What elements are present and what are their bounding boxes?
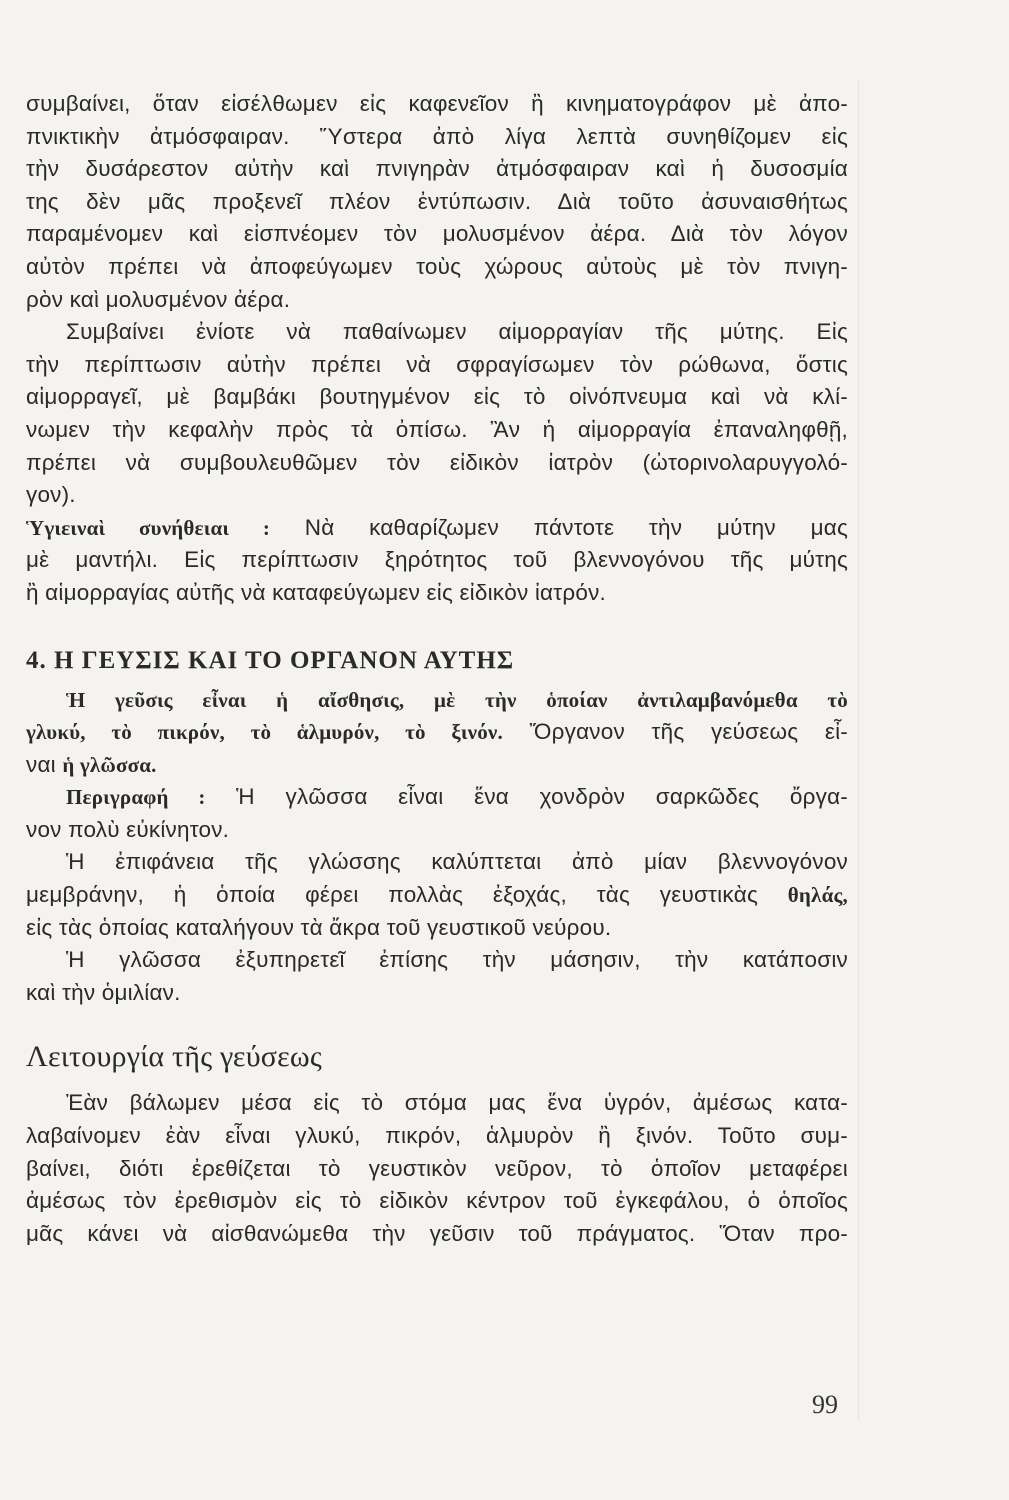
text-line: αὐτὸν πρέπει νὰ ἀποφεύγωμεν τοὺς χώρους αὐτοὺς μὲ τὸν πνιγη-: [26, 253, 848, 279]
text-line: αἱμορραγεῖ, μὲ βαμβάκι βουτηγμένον εἰς τὸ οἰνόπνευμα καὶ νὰ κλί-: [26, 384, 848, 410]
text-line: γον).: [26, 482, 76, 508]
page-gutter-shadow: [858, 80, 859, 1420]
definition-text: Ὄργανον τῆς γεύσεως εἶ-: [529, 719, 848, 745]
surface-text: μεμβράνην, ἡ ὁποία φέρει πολλὰς ἐξοχάς, τὰς γευστικὰς: [26, 882, 759, 908]
text-line: πνικτικὴν ἀτμόσφαιραν. Ὕστερα ἀπὸ λίγα λεπτὰ συνηθίζομεν εἰς: [26, 123, 848, 149]
subheading-function: Λειτουργία τῆς γεύσεως: [26, 1040, 322, 1074]
text-line: Ἡ γλῶσσα ἐξυπηρετεῖ ἐπίσης τὴν μάσησιν, τὴν κατάποσιν: [66, 947, 848, 973]
text-line: Ἡ ἐπιφάνεια τῆς γλώσσης καλύπτεται ἀπὸ μίαν βλεννογόνον: [66, 849, 848, 875]
text-line: βαίνει, διότι ἐρεθίζεται τὸ γευστικὸν νεῦρον, τὸ ὁποῖον μεταφέρει: [26, 1155, 848, 1181]
text-line: ἢ αἱμορραγίας αὐτῆς νὰ καταφεύγωμεν εἰς εἰδικὸν ἰατρόν.: [26, 579, 606, 605]
definition-bold: ἡ γλῶσσα.: [62, 752, 157, 777]
text-line: ἀμέσως τὸν ἐρεθισμὸν εἰς τὸ εἰδικὸν κέντρον τοῦ ἐγκεφάλου, ὁ ὁποῖος: [26, 1188, 848, 1214]
text-line: Συμβαίνει ἐνίοτε νὰ παθαίνωμεν αἱμορραγίαν τῆς μύτης. Εἰς: [66, 319, 848, 345]
definition-line: [26, 716, 848, 749]
habits-first-text: Νὰ καθαρίζωμεν πάντοτε τὴν μύτην μας: [304, 514, 849, 540]
text-line: νωμεν τὴν κεφαλὴν πρὸς τὰ ὀπίσω. Ἂν ἡ αἱμορραγία ἐπαναληφθῇ,: [26, 416, 848, 442]
text-line: καὶ τὴν ὁμιλίαν.: [26, 979, 181, 1005]
definition-line: [26, 684, 848, 717]
papillae-term: θηλάς,: [787, 883, 848, 908]
page-body: [26, 88, 848, 1250]
text-line: εἰς τὰς ὁποίας καταλήγουν τὰ ἄκρα τοῦ γευστικοῦ νεύρου.: [26, 914, 612, 940]
definition-bold: Ἡ γεῦσις εἶναι ἡ αἴσθησις, μὲ τὴν ὁποίαν ἀντιλαμβανόμεθα τὸ: [66, 687, 848, 712]
description-text: Ἡ γλῶσσα εἶναι ἕνα χονδρὸν σαρκῶδες ὄργα-: [236, 784, 848, 810]
text-line: λαβαίνομεν ἐὰν εἶναι γλυκύ, πικρόν, ἁλμυρὸν ἢ ξινόν. Τοῦτο συμ-: [26, 1123, 848, 1149]
text-line: συμβαίνει, ὅταν εἰσέλθωμεν εἰς καφενεῖον ἢ κινηματογράφον μὲ ἀπο-: [26, 91, 848, 116]
text-line: παραμένομεν καὶ εἰσπνέομεν τὸν μολυσμένον ἀέρα. Διὰ τὸν λόγον: [26, 221, 848, 247]
habits-label: Ὑγιειναὶ συνήθειαι :: [26, 515, 271, 540]
text-line: ρὸν καὶ μολυσμένον ἀέρα.: [26, 286, 291, 312]
section-title: 4. Η ΓΕΥΣΙΣ ΚΑΙ ΤΟ ΟΡΓΑΝΟΝ ΑΥΤΗΣ: [26, 646, 515, 674]
text-line: πρέπει νὰ συμβουλευθῶμεν τὸν εἰδικὸν ἰατρὸν (ὠτορινολαρυγγολό-: [26, 449, 848, 475]
definition-bold: γλυκύ, τὸ πικρόν, τὸ ἁλμυρόν, τὸ ξινόν.: [26, 720, 503, 745]
text-line: τὴν περίπτωσιν αὐτὴν πρέπει νὰ σφραγίσωμεν τὸν ρώθωνα, ὅστις: [26, 351, 848, 377]
habits-line: [26, 512, 848, 545]
text-line: νον πολὺ εὐκίνητον.: [26, 816, 230, 842]
text-line: τὴν δυσάρεστον αὐτὴν καὶ πνιγηρὰν ἀτμόσφαιραν καὶ ἡ δυσοσμία: [26, 156, 848, 182]
definition-line: [26, 749, 848, 782]
page-number: 99: [812, 1390, 838, 1419]
description-line: [26, 781, 848, 814]
surface-line: [26, 879, 848, 912]
text-line: μὲ μαντήλι. Εἰς περίπτωσιν ξηρότητος τοῦ βλεννογόνου τῆς μύτης: [26, 547, 848, 573]
text-line: Ἐὰν βάλωμεν μέσα εἰς τὸ στόμα μας ἕνα ὑγρόν, ἀμέσως κατα-: [66, 1090, 848, 1116]
description-label: Περιγραφή :: [66, 785, 206, 810]
definition-text: ναι: [26, 751, 56, 777]
text-line: μᾶς κάνει νὰ αἰσθανώμεθα τὴν γεῦσιν τοῦ πράγματος. Ὅταν προ-: [26, 1220, 848, 1246]
text-line: της δὲν μᾶς προξενεῖ πλέον ἐντύπωσιν. Διὰ τοῦτο ἀσυναισθήτως: [26, 188, 848, 214]
